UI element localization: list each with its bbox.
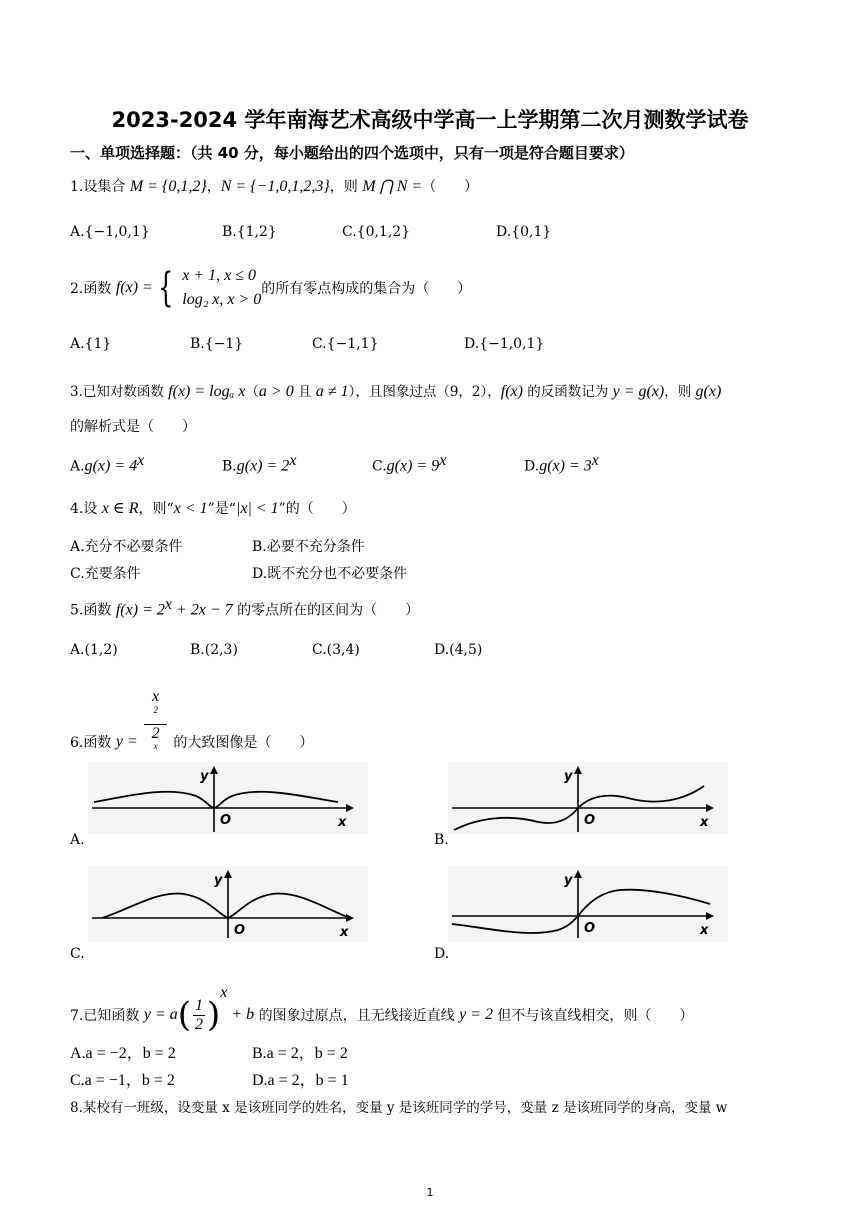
q4-option-a: A.充分不必要条件 [70, 539, 183, 555]
q3-option-d: $D.g(x) = 3^x$ [524, 452, 599, 475]
q2-option-d: D.{−1,0,1} [464, 336, 545, 352]
graph-c [88, 866, 368, 942]
q2-option-a: A.{1} [70, 336, 112, 352]
q1-option-d: D.{0,1} [496, 224, 552, 240]
half-fraction: $\frac{1}{2}$ [194, 996, 203, 1033]
graph-a-label: A. [70, 832, 85, 848]
origin-label: O [220, 813, 232, 828]
graph-a [88, 762, 368, 834]
q4-option-b: B.必要不充分条件 [252, 539, 365, 555]
piecewise-cases: x + 1, x ≤ 0 log₂ x, x > 0 [182, 267, 262, 308]
q3-option-c: $C.g(x) = 9^x$ [372, 452, 447, 475]
origin-label: O [584, 813, 596, 828]
intersection-expr: M ⋂ N = [362, 178, 423, 195]
q4-option-c: C.充要条件 [70, 566, 141, 582]
q2-option-c: C.{−1,1} [312, 336, 379, 352]
function-fx: f(x) = [115, 279, 153, 296]
question-7: 7.已知函数 y = a( $\frac{1}{2}$ )$^x$ + b 的图象过原点，且无线接近直线 y = 2 但不与该直线相交，则（ ） [70, 984, 694, 1035]
graph-d [448, 866, 728, 942]
axis-label-y: y [214, 873, 223, 888]
q5-option-c: C.(3,4) [312, 642, 360, 658]
question-4: 4.设 x ∈ R，则“x < 1”是“|x| < 1”的（ ） [70, 500, 356, 517]
question-8: 8.某校有一班级，设变量 x 是该班同学的姓名，变量 y 是该班同学的学号，变量 z 是该班同学的身高，变量 w [70, 1100, 728, 1116]
axis-label-y: y [564, 873, 573, 888]
page-title: 2023-2024 学年南海艺术高级中学高一上学期第二次月测数学试卷 [111, 108, 749, 132]
q1-option-a: A.{−1,0,1} [70, 224, 150, 240]
graph-d-label: D. [434, 946, 450, 962]
q7-option-c: C.a = −1，b = 2 [70, 1072, 175, 1089]
q7-option-b: B.a = 2，b = 2 [252, 1045, 348, 1062]
axis-label-y: y [564, 769, 573, 784]
axis-label-x: x [340, 925, 349, 940]
section-heading: 一、单项选择题：（共 40 分，每小题给出的四个选项中，只有一项是符合题目要求） [70, 144, 634, 162]
q5-option-b: B.(2,3) [190, 642, 238, 658]
question-3-line2: 的解析式是（ ） [70, 419, 196, 435]
question-6: 6.函数 y = x $^2$ 2 $^x$ 的大致图像是（ ） [70, 688, 313, 796]
question-2: 2.函数 f(x) = { x + 1, x ≤ 0 log₂ x, x > 0 的所有零点构成的集合为（ ） [70, 265, 472, 311]
q5-option-d: D.(4,5) [434, 642, 483, 658]
q4-option-d: D.既不充分也不必要条件 [252, 566, 408, 582]
q3-option-a: $A.g(x) = 4^x$ [70, 452, 145, 475]
axis-label-x: x [338, 815, 347, 830]
graph-c-label: C. [70, 946, 85, 962]
origin-label: O [584, 921, 596, 936]
question-5: 5.函数 $f(x) = 2^x + 2x - 7$ 的零点所在的区间为（ ） [70, 596, 420, 619]
q5-option-a: A.(1,2) [70, 642, 118, 658]
question-3: 3.已知对数函数 f(x) = logₐ x（a > 0 且 a ≠ 1），且图象过点（9，2），f(x) 的反函数记为 y = g(x)，则 g(x) [70, 383, 722, 400]
q7-option-a: A.a = −2，b = 2 [70, 1045, 176, 1062]
q1-option-b: B.{1,2} [222, 224, 277, 240]
q1-option-c: C.{0,1,2} [342, 224, 411, 240]
q2-option-b: B.{−1} [190, 336, 244, 352]
axis-label-x: x [700, 815, 709, 830]
axis-label-x: x [700, 923, 709, 938]
set-m: M = {0,1,2} [129, 178, 207, 195]
left-brace: { [157, 265, 174, 311]
axis-label-y: y [200, 769, 209, 784]
set-n: N = {−1,0,1,2,3} [220, 178, 330, 195]
q3-option-b: $B.g(x) = 2^x$ [222, 452, 297, 475]
page-number: 1 [426, 1186, 434, 1199]
question-1: 1.设集合 M = {0,1,2}，N = {−1,0,1,2,3}，则 M ⋂ N =（ ） [70, 178, 479, 195]
graph-b-label: B. [434, 832, 449, 848]
fraction: x $^2$ 2 $^x$ [144, 688, 167, 796]
q7-option-d: D.a = 2，b = 1 [252, 1072, 349, 1089]
graph-b [448, 762, 728, 834]
origin-label: O [234, 923, 246, 938]
